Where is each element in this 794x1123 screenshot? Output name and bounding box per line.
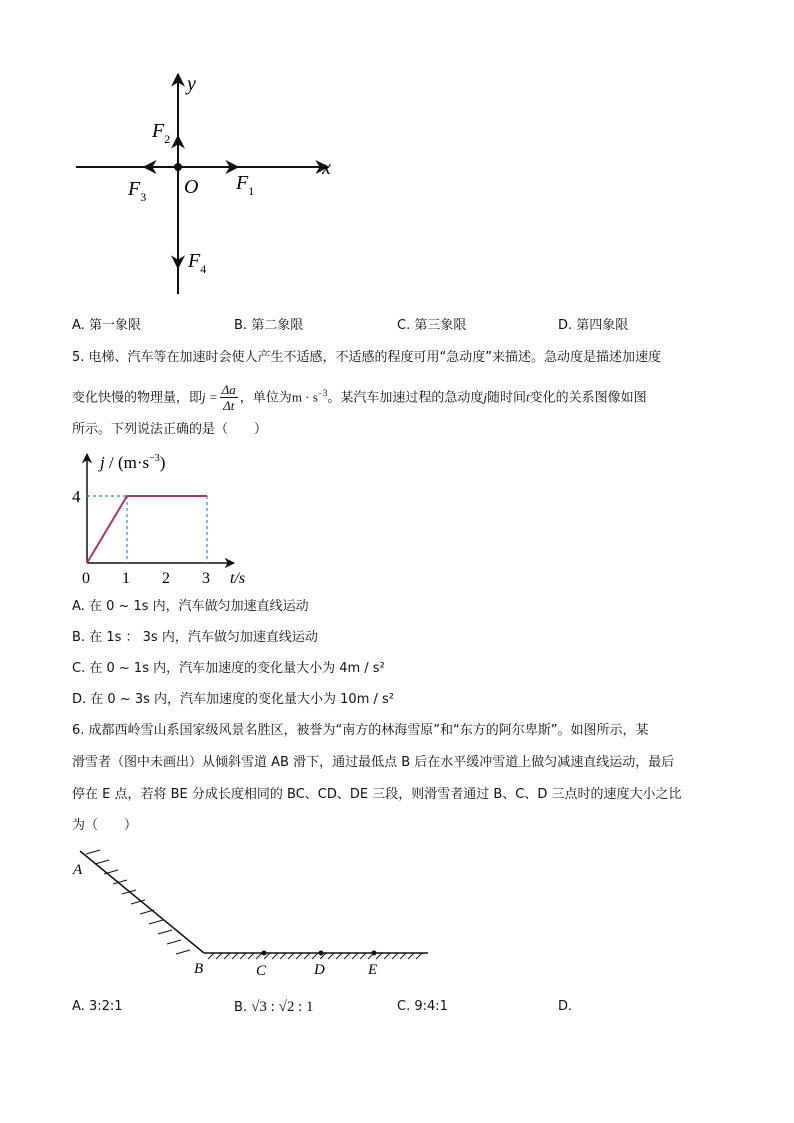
y-axis-label: y	[187, 73, 196, 95]
point-c	[262, 951, 267, 956]
q6-option-c[interactable]: C. 9:4:1	[397, 999, 448, 1014]
label-e: E	[368, 962, 378, 978]
q4-option-b[interactable]: B. 第二象限	[234, 318, 304, 333]
jerk-series-line	[87, 496, 207, 563]
origin-label: O	[184, 176, 199, 198]
q5-option-d[interactable]: D. 在 0 ~ 3s 内，汽车加速度的变化量大小为 10m / s²	[72, 692, 395, 707]
q4-option-d[interactable]: D. 第四象限	[558, 318, 629, 333]
q4-option-c[interactable]: C. 第三象限	[397, 318, 467, 333]
x-axis-label: x	[322, 157, 331, 179]
point-d	[319, 951, 324, 956]
x-tick-label-0: 0	[82, 570, 90, 587]
q5-option-b[interactable]: B. 在 1s ： 3s 内，汽车做匀加速直线运动	[72, 630, 318, 645]
q6-stem-line2: 滑雪者（图中未画出）从倾斜雪道 AB 滑下，通过最低点 B 后在水平缓冲雪道上做匀减速直线运动，最后	[72, 755, 675, 770]
f4-label: $F_4$	[188, 250, 207, 276]
label-d: D	[314, 962, 325, 978]
q5-option-a[interactable]: A. 在 0 ~ 1s 内，汽车做匀加速直线运动	[72, 599, 309, 614]
q6-stem-line1: 6. 成都西岭雪山系国家级风景名胜区，被誉为“南方的林海雪原”和“东方的阿尔卑斯”。如图所示，某	[72, 723, 649, 738]
q6-option-a[interactable]: A. 3:2:1	[72, 999, 123, 1014]
q5-stem-line1: 5. 电梯、汽车等在加速时会使人产生不适感，不适感的程度可用“急动度”来描述。急动度是描述加速度	[72, 350, 662, 365]
q6-option-b[interactable]: B. √3 : √2 : 1	[234, 999, 314, 1015]
f2-label: $F_2$	[152, 120, 171, 146]
point-e	[372, 951, 377, 956]
chart-x-label: t/s	[230, 570, 246, 587]
ski-slope-diagram	[70, 845, 440, 980]
q6-stem-line3: 停在 E 点，若将 BE 分成长度相同的 BC、CD、DE 三段，则滑雪者通过 B、C、D 三点时的速度大小之比	[72, 787, 682, 802]
x-tick-label-3: 3	[202, 570, 210, 587]
label-b: B	[194, 961, 204, 977]
q4-option-a[interactable]: A. 第一象限	[72, 318, 141, 333]
jerk-formula-fraction: $\frac{\Delta a}{\Delta t}$	[221, 382, 236, 414]
flat-track-hatching	[208, 953, 422, 959]
y-tick-label-4: 4	[72, 487, 81, 506]
x-tick-label-1: 1	[122, 570, 130, 587]
label-a: A	[73, 862, 83, 878]
slope-ab	[80, 851, 204, 953]
origin-point	[174, 163, 182, 171]
f1-label: $F_1$	[236, 172, 255, 198]
q6-option-d[interactable]: D.	[558, 999, 573, 1014]
f3-label: $F_3$	[128, 178, 147, 204]
q6-stem-line4: 为（ ）	[72, 818, 138, 833]
q5-stem-line2: 变化快慢的物理量，即j = $\frac{\Delta a}{\Delta t}$ ，单位为$m \cdot s^{-3}$。某汽车加速过程的急动度j随时间t变化的关系图像如图	[72, 382, 647, 414]
chart-y-label: $j / (m\cdot s^{-3})$	[100, 453, 166, 472]
jerk-time-chart	[70, 448, 270, 593]
slope-ab-hatching	[86, 850, 190, 954]
force-diagram	[70, 68, 350, 303]
label-c: C	[256, 963, 267, 979]
x-tick-label-2: 2	[162, 570, 170, 587]
q5-option-c[interactable]: C. 在 0 ~ 1s 内，汽车加速度的变化量大小为 4m / s²	[72, 661, 385, 676]
q5-stem-line3: 所示。下列说法正确的是（ ）	[72, 422, 268, 437]
